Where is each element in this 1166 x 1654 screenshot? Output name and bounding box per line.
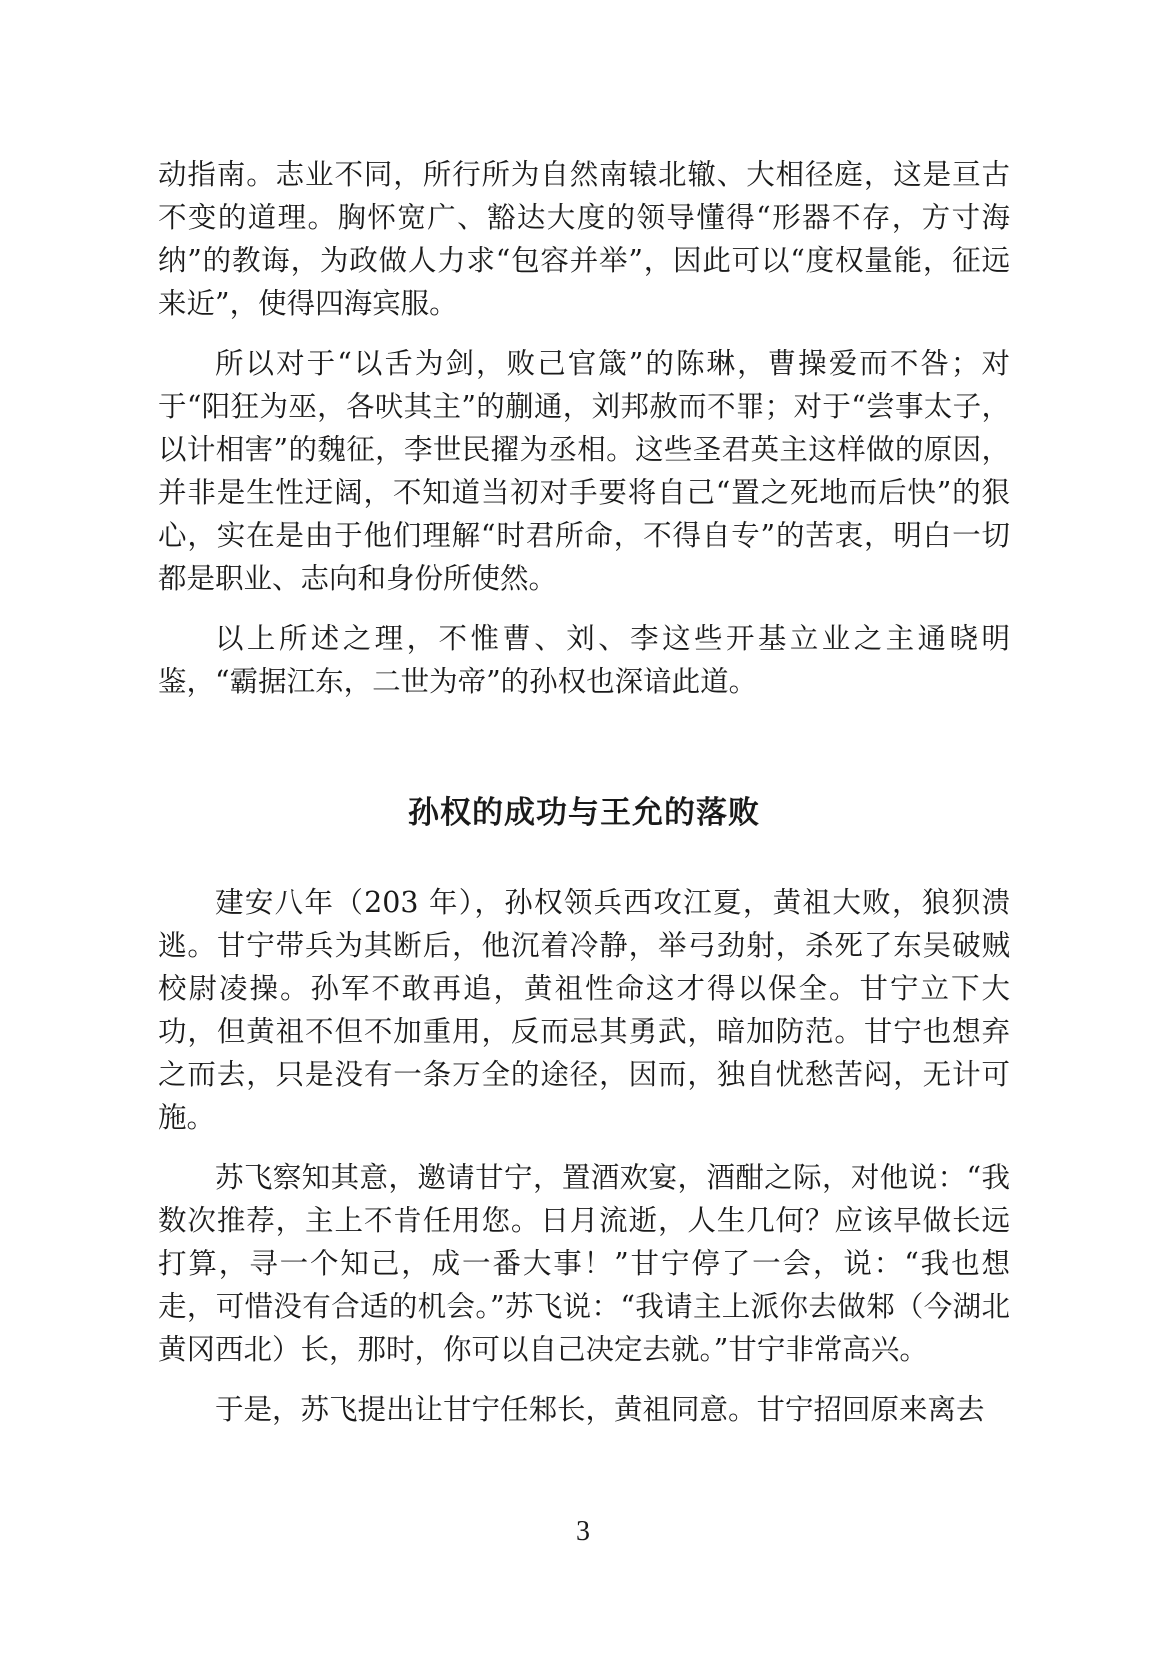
body-section-before	[158, 153, 1010, 703]
paragraph: 建安八年（203 年），孙权领兵西攻江夏，黄祖大败，狼狈溃逃。甘宁带兵为其断后，他沉着冷静，举弓劲射，杀死了东吴破贼校尉凌操。孙军不敢再追，黄祖性命这才得以保全。甘宁立下大功，但黄祖不但不加重用，反而忌其勇武，暗加防范。甘宁也想弃之而去，只是没有一条万全的途径，因而，独自忧愁苦闷，无计可施。	[158, 886, 1010, 1134]
paragraph: 于是，苏飞提出让甘宁任邾长，黄祖同意。甘宁招回原来离去	[215, 1393, 985, 1426]
paragraph: 所以对于“以舌为剑，败己官箴”的陈琳，曹操爱而不咎；对于“阳狂为巫，各吠其主”的蒯通，刘邦赦而不罪；对于“尝事太子，以计相害”的魏征，李世民擢为丞相。这些圣君英主这样做的原因，并非是生性迂阔，不知道当初对手要将自己“置之死地而后快”的狠心，实在是由于他们理解“时君所命，不得自专”的苦衷，明白一切都是职业、志向和身份所使然。	[158, 347, 1010, 595]
paragraph: 动指南。志业不同，所行所为自然南辕北辙、大相径庭，这是亘古不变的道理。胸怀宽广、豁达大度的领导懂得“形器不存，方寸海纳”的教诲，为政做人力求“包容并举”，因此可以“度权量能，征远来近”，使得四海宾服。	[158, 158, 1010, 320]
page-content	[158, 153, 1010, 1431]
section-heading: 孙权的成功与王允的落败	[408, 795, 760, 831]
body-section-after	[158, 881, 1010, 1431]
paragraph: 以上所述之理，不惟曹、刘、李这些开基立业之主通晓明鉴，“霸据江东，二世为帝”的孙权也深谙此道。	[158, 622, 1010, 698]
page-number: 3	[576, 1516, 590, 1547]
paragraph: 苏飞察知其意，邀请甘宁，置酒欢宴，酒酣之际，对他说：“我数次推荐，主上不肯任用您。日月流逝，人生几何？应该早做长远打算，寻一个知己，成一番大事！”甘宁停了一会，说：“我也想走，可惜没有合适的机会。”苏飞说：“我请主上派你去做邾（今湖北黄冈西北）长，那时，你可以自己决定去就。”甘宁非常高兴。	[158, 1161, 1010, 1366]
